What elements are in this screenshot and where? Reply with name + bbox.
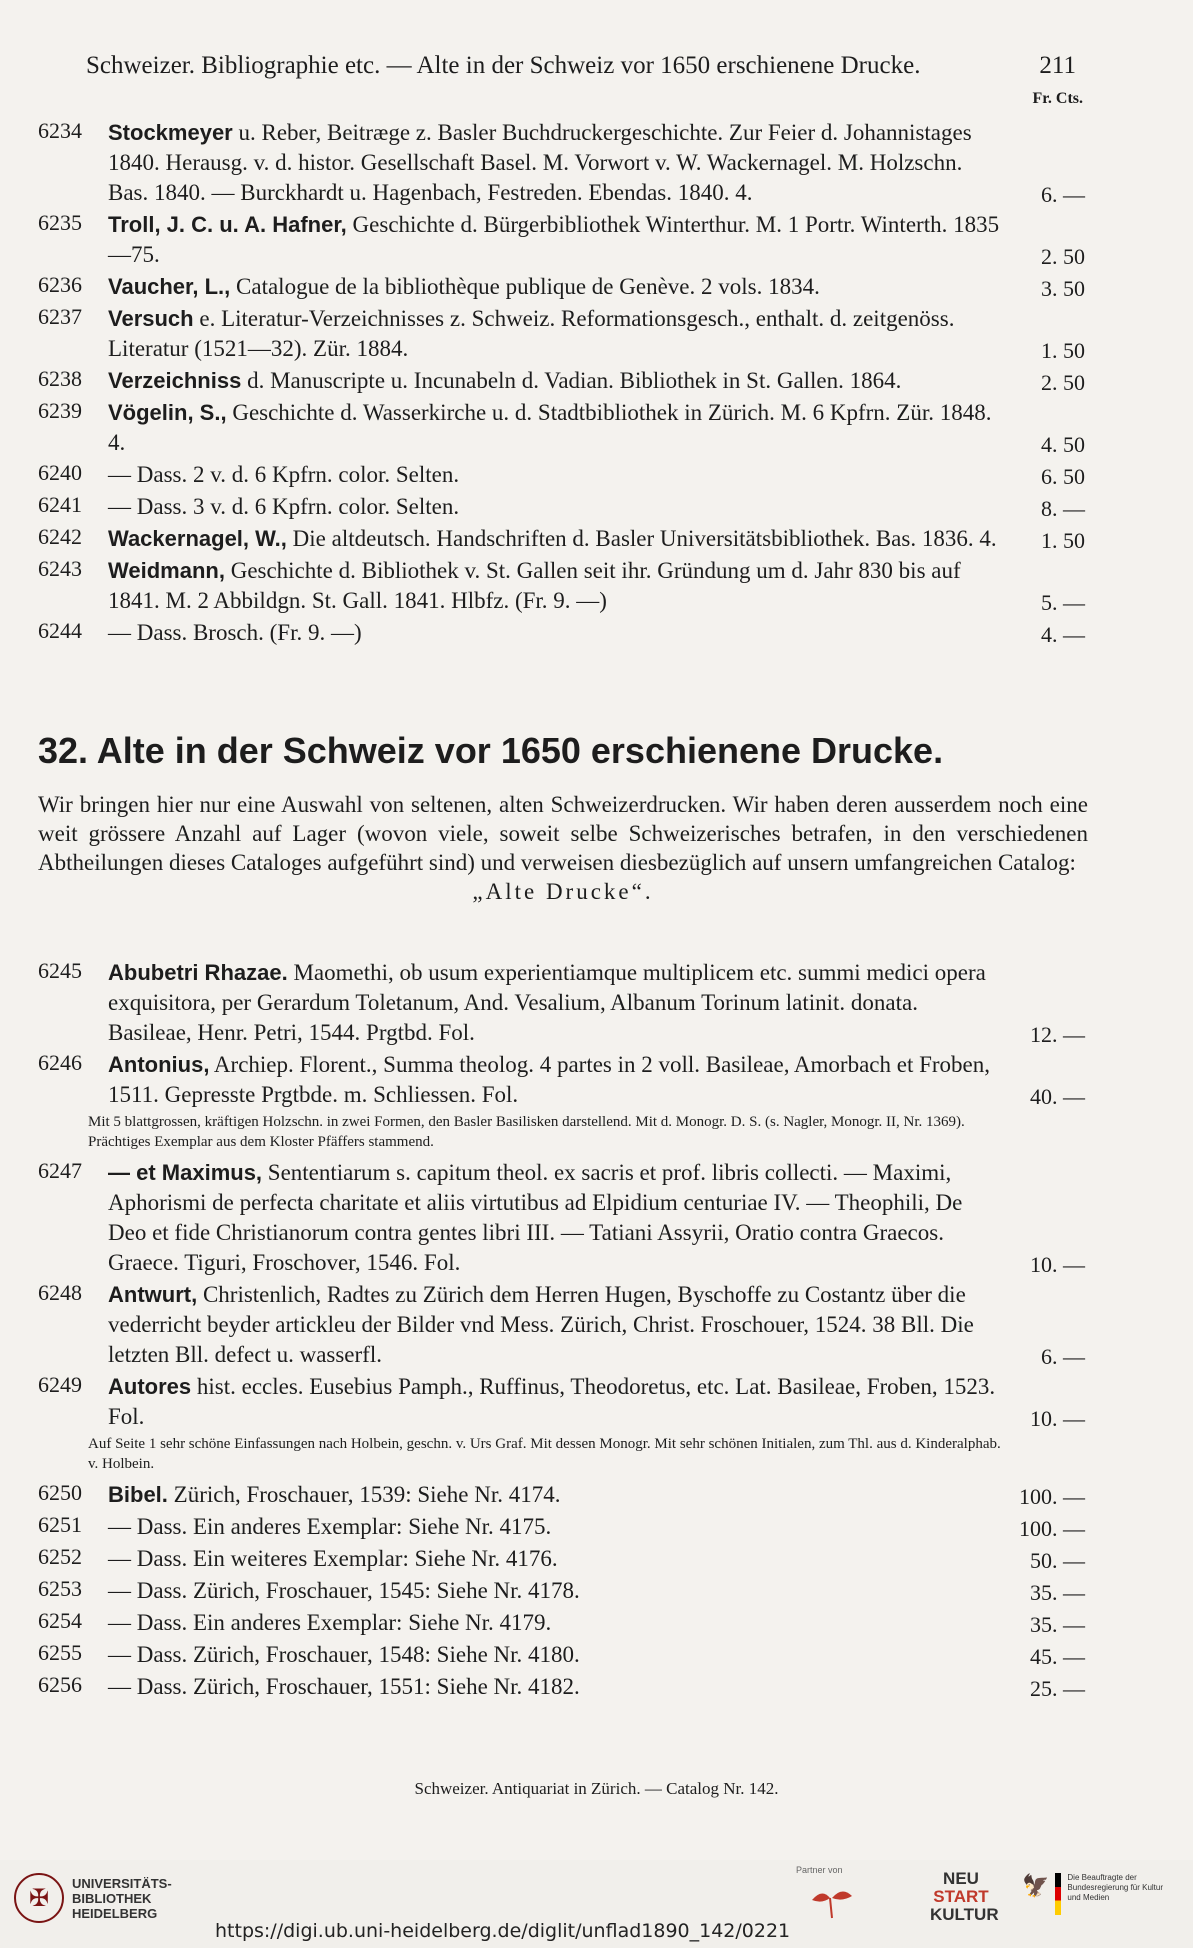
entry-price: 35. — xyxy=(1030,1612,1085,1637)
entry-price: 40. — xyxy=(1030,1084,1085,1109)
entry-price: 2. 50 xyxy=(1041,370,1085,395)
library-name: UNIVERSITÄTS- BIBLIOTHEK HEIDELBERG xyxy=(72,1875,172,1921)
entry-number: 6256 xyxy=(38,1672,82,1697)
entry-price: 3. 50 xyxy=(1041,276,1085,301)
entry-description: Christenlich, Radtes zu Zürich dem Herren Hugen, Byschoffe zu Costantz über die vederricht beyder artickleu der Bilder vnd Mess. Zürich, Christ. Froschouer, 1524. 38 Bll. Die letzten Bll. defect u. wasserfl. xyxy=(108,1282,974,1367)
entry-number: 6253 xyxy=(38,1576,82,1601)
running-head xyxy=(86,52,1076,80)
entry-description: — Dass. Ein anderes Exemplar: Siehe Nr. 4175. xyxy=(108,1514,552,1539)
entry-price: 4. 50 xyxy=(1041,432,1085,457)
entry-number: 6255 xyxy=(38,1640,82,1665)
catalog-entry xyxy=(0,524,1193,554)
entry-description: Die altdeutsch. Handschriften d. Basler Universitätsbibliothek. Bas. 1836. 4. xyxy=(286,526,997,551)
catalog-entry xyxy=(0,1544,1193,1574)
entry-number: 6247 xyxy=(38,1158,82,1183)
entry-text xyxy=(108,1158,1003,1278)
catalog-entry xyxy=(0,398,1193,458)
entry-price: 1. 50 xyxy=(1041,338,1085,363)
entry-price: 100. — xyxy=(1019,1516,1085,1541)
footer-imprint: Schweizer. Antiquariat in Zürich. — Catalog Nr. 142. xyxy=(414,1779,779,1798)
entry-price: 35. — xyxy=(1030,1580,1085,1605)
section-title: 32. Alte in der Schweiz vor 1650 erschienene Drucke. xyxy=(38,730,944,771)
entry-author: Vaucher, L., xyxy=(108,274,231,299)
entry-text xyxy=(108,460,1003,490)
intro-text: Wir bringen hier nur eine Auswahl von seltenen, alten Schweizerdrucken. Wir haben deren ausserdem noch eine weit grössere Anzahl auf Lager (wovon viele, soweit selbe Schweizerisches betrafen, in den verschiedenen Abtheilungen dieses Cataloges aufgeführt sind) und verweisen diesbezüglich auf unsern umfangreichen Catalog: xyxy=(38,792,1088,875)
entry-description: — Dass. Zürich, Froschauer, 1551: Siehe Nr. 4182. xyxy=(108,1674,580,1699)
partner-label: Partner von xyxy=(796,1865,843,1875)
entry-text xyxy=(108,556,1003,616)
entry-text xyxy=(108,272,1003,302)
entry-number: 6244 xyxy=(38,618,82,643)
entry-number: 6236 xyxy=(38,272,82,297)
entry-description: Catalogue de la bibliothèque publique de Genève. 2 vols. 1834. xyxy=(230,274,820,299)
entry-number: 6248 xyxy=(38,1280,82,1305)
catalog-entry xyxy=(0,958,1193,1048)
entry-number: 6252 xyxy=(38,1544,82,1569)
flag-icon xyxy=(1055,1873,1061,1915)
federal-government-logo[interactable] xyxy=(1022,1873,1177,1915)
entry-author: Bibel. xyxy=(108,1482,168,1507)
entry-number: 6246 xyxy=(38,1050,82,1075)
catalog-entry xyxy=(0,1672,1193,1702)
entry-author: Wackernagel, W., xyxy=(108,526,287,551)
entry-description: Geschichte d. Bürgerbibliothek Winterthur. M. 1 Portr. Winterth. 1835—75. xyxy=(108,212,1000,267)
entry-price: 50. — xyxy=(1030,1548,1085,1573)
entry-text xyxy=(108,210,1003,270)
entry-description: Geschichte d. Bibliothek v. St. Gallen seit ihr. Gründung um d. Jahr 830 bis auf 1841. M. 2 Abbildgn. St. Gall. 1841. Hlbfz. (Fr. 9. —) xyxy=(108,558,961,613)
catalog-entry xyxy=(0,118,1193,208)
entry-price: 1. 50 xyxy=(1041,528,1085,553)
entry-price: 10. — xyxy=(1030,1252,1085,1277)
entry-author: Stockmeyer xyxy=(108,120,233,145)
entry-description: e. Literatur-Verzeichnisses z. Schweiz. Reformationsgesch., enthalt. d. zeitgenöss. Literatur (1521—32). Zür. 1884. xyxy=(108,306,955,361)
entry-price: 6. — xyxy=(1041,1344,1085,1369)
entry-description: d. Manuscripte u. Incunabeln d. Vadian. Bibliothek in St. Gallen. 1864. xyxy=(241,368,902,393)
entry-price: 2. 50 xyxy=(1041,244,1085,269)
entry-price: 6. 50 xyxy=(1041,464,1085,489)
catalog-entry xyxy=(0,1158,1193,1278)
entry-description: — Dass. Zürich, Froschauer, 1545: Siehe Nr. 4178. xyxy=(108,1578,580,1603)
entry-text xyxy=(108,524,1003,554)
entries-list-bottom xyxy=(0,958,1193,1704)
catalog-entry xyxy=(0,1576,1193,1606)
entry-description: Geschichte d. Wasserkirche u. d. Stadtbibliothek in Zürich. M. 6 Kpfrn. Zür. 1848. 4. xyxy=(108,400,992,455)
catalog-entry xyxy=(0,272,1193,302)
entry-number: 6245 xyxy=(38,958,82,983)
permalink-url[interactable]: https://digi.ub.uni-heidelberg.de/diglit/unflad1890_142/0221 xyxy=(215,1920,791,1942)
entry-author: Antonius, xyxy=(108,1052,210,1077)
entry-text xyxy=(108,1372,1003,1432)
entry-author: Abubetri Rhazae. xyxy=(108,960,288,985)
entry-price: 5. — xyxy=(1041,590,1085,615)
entry-text xyxy=(108,1512,1003,1542)
catalog-entry xyxy=(0,556,1193,616)
entry-author: Autores xyxy=(108,1374,192,1399)
page-number: 211 xyxy=(1039,52,1076,79)
entry-description: — Dass. Brosch. (Fr. 9. —) xyxy=(108,620,362,645)
catalog-entry xyxy=(0,618,1193,648)
entry-price: 12. — xyxy=(1030,1022,1085,1047)
entry-author: Antwurt, xyxy=(108,1282,198,1307)
entry-price: 8. — xyxy=(1041,496,1085,521)
entry-text xyxy=(108,618,1003,648)
entry-text xyxy=(108,1608,1003,1638)
entry-description: Zürich, Froschauer, 1539: Siehe Nr. 4174. xyxy=(167,1482,561,1507)
entry-price: 10. — xyxy=(1030,1406,1085,1431)
entry-number: 6241 xyxy=(38,492,82,517)
entry-description: Archiep. Florent., Summa theolog. 4 partes in 2 voll. Basileae, Amorbach et Froben, 1511. Gepresste Prgtbde. m. Schliessen. Fol. xyxy=(108,1052,991,1107)
entry-price: 6. — xyxy=(1041,182,1085,207)
catalog-entry xyxy=(0,1480,1193,1510)
entry-price: 45. — xyxy=(1030,1644,1085,1669)
entry-description: u. Reber, Beitræge z. Basler Buchdruckergeschichte. Zur Feier d. Johannistages 1840. Herausg. v. d. histor. Gesellschaft Basel. M. Vorwort v. W. Wackernagel. M. Holzschn. Bas. 1840. — Burckhardt u. Hagenbach, Festreden. Ebendas. 1840. 4. xyxy=(108,120,972,205)
entry-text xyxy=(108,1480,1003,1510)
entry-number: 6242 xyxy=(38,524,82,549)
entry-description: — Dass. 3 v. d. 6 Kpfrn. color. Selten. xyxy=(108,494,460,519)
entry-text xyxy=(108,1280,1003,1370)
catalog-entry xyxy=(0,460,1193,490)
seal-icon: ✠ xyxy=(14,1873,64,1923)
entry-number: 6240 xyxy=(38,460,82,485)
entry-price: 25. — xyxy=(1030,1676,1085,1701)
entry-description: hist. eccles. Eusebius Pamph., Ruffinus, Theodoretus, etc. Lat. Basileae, Froben, 1523. Fol. xyxy=(108,1374,996,1429)
catalog-entry xyxy=(0,210,1193,270)
entry-number: 6251 xyxy=(38,1512,82,1537)
entry-author: Troll, J. C. u. A. Hafner, xyxy=(108,212,347,237)
eagle-icon: 🦅 xyxy=(1022,1873,1050,1898)
entry-number: 6234 xyxy=(38,118,82,143)
catalog-entry xyxy=(0,492,1193,522)
intro-catalog-name: „Alte Drucke“. xyxy=(472,879,654,904)
entry-number: 6243 xyxy=(38,556,82,581)
entry-note: Mit 5 blattgrossen, kräftigen Holzschn. in zwei Formen, den Basler Basilisken darstellend. Mit d. Monogr. D. S. (s. Nagler, Monogr. II, Nr. 1369). Prächtiges Exemplar aus dem Kloster Pfäffers stammend. xyxy=(88,1114,965,1150)
neustart-kultur-logo[interactable]: NEU START KULTUR xyxy=(930,1869,999,1924)
entry-description: — Dass. Ein weiteres Exemplar: Siehe Nr. 4176. xyxy=(108,1546,558,1571)
entry-text xyxy=(108,1576,1003,1606)
catalog-entry xyxy=(0,1050,1193,1110)
entry-author: Verzeichniss xyxy=(108,368,242,393)
entry-description: — Dass. Ein anderes Exemplar: Siehe Nr. 4179. xyxy=(108,1610,552,1635)
catalog-entry xyxy=(0,1280,1193,1370)
entry-number: 6239 xyxy=(38,398,82,423)
entry-author: Versuch xyxy=(108,306,194,331)
catalog-entry xyxy=(0,1640,1193,1670)
catalog-entry xyxy=(0,1512,1193,1542)
entry-author: — et Maximus, xyxy=(108,1160,263,1185)
catalog-entry xyxy=(0,304,1193,364)
entry-text xyxy=(108,398,1003,458)
entry-number: 6237 xyxy=(38,304,82,329)
dragonfly-logo-icon[interactable] xyxy=(802,1880,862,1920)
entry-author: Weidmann, xyxy=(108,558,225,583)
section-intro xyxy=(38,790,1088,906)
entry-text xyxy=(108,492,1003,522)
entry-number: 6249 xyxy=(38,1372,82,1397)
bund-text: Die Beauftragte der Bundesregierung für Kultur und Medien xyxy=(1067,1873,1164,1902)
entry-note: Auf Seite 1 sehr schöne Einfassungen nach Holbein, geschn. v. Urs Graf. Mit dessen Monogr. Mit sehr schönen Initialen, zum Thl. aus d. Kinderalphab. v. Holbein. xyxy=(88,1436,1001,1472)
entry-price: 4. — xyxy=(1041,622,1085,647)
catalog-entry xyxy=(0,1372,1193,1432)
entry-price: 100. — xyxy=(1019,1484,1085,1509)
entry-text xyxy=(108,1050,1003,1110)
entry-text xyxy=(108,1640,1003,1670)
entry-number: 6250 xyxy=(38,1480,82,1505)
running-title: Schweizer. Bibliographie etc. — Alte in der Schweiz vor 1650 erschienene Drucke. xyxy=(86,52,921,79)
entry-text xyxy=(108,1544,1003,1574)
entry-text xyxy=(108,958,1003,1048)
entry-description: Maomethi, ob usum experientiamque multiplicem etc. summi medici opera exquisitora, per Gerardum Toletanum, And. Vesalium, Albanum Torinum latinit. donata. Basileae, Henr. Petri, 1544. Prgtbd. Fol. xyxy=(108,960,986,1045)
entry-text xyxy=(108,1672,1003,1702)
entry-number: 6238 xyxy=(38,366,82,391)
entry-text xyxy=(108,118,1003,208)
entry-number: 6254 xyxy=(38,1608,82,1633)
entries-list-top xyxy=(0,118,1193,650)
entry-number: 6235 xyxy=(38,210,82,235)
entry-author: Vögelin, S., xyxy=(108,400,227,425)
entry-description: Sententiarum s. capitum theol. ex sacris et prof. libris collecti. — Maximi, Aphorismi de perfecta charitate et aliis virtutibus ad Elpidium centuriae IV. — Theophili, De Deo et fide Christianorum contra gentes libri III. — Tatiani Assyrii, Oratio contra Graecos. Graece. Tiguri, Froschover, 1546. Fol. xyxy=(108,1160,963,1275)
university-library-logo[interactable] xyxy=(14,1873,172,1923)
entry-text xyxy=(108,366,1003,396)
entry-description: — Dass. Zürich, Froschauer, 1548: Siehe Nr. 4180. xyxy=(108,1642,580,1667)
catalog-entry xyxy=(0,366,1193,396)
entry-description: — Dass. 2 v. d. 6 Kpfrn. color. Selten. xyxy=(108,462,460,487)
catalog-entry xyxy=(0,1608,1193,1638)
currency-heading: Fr. Cts. xyxy=(1032,90,1083,107)
entry-text xyxy=(108,304,1003,364)
